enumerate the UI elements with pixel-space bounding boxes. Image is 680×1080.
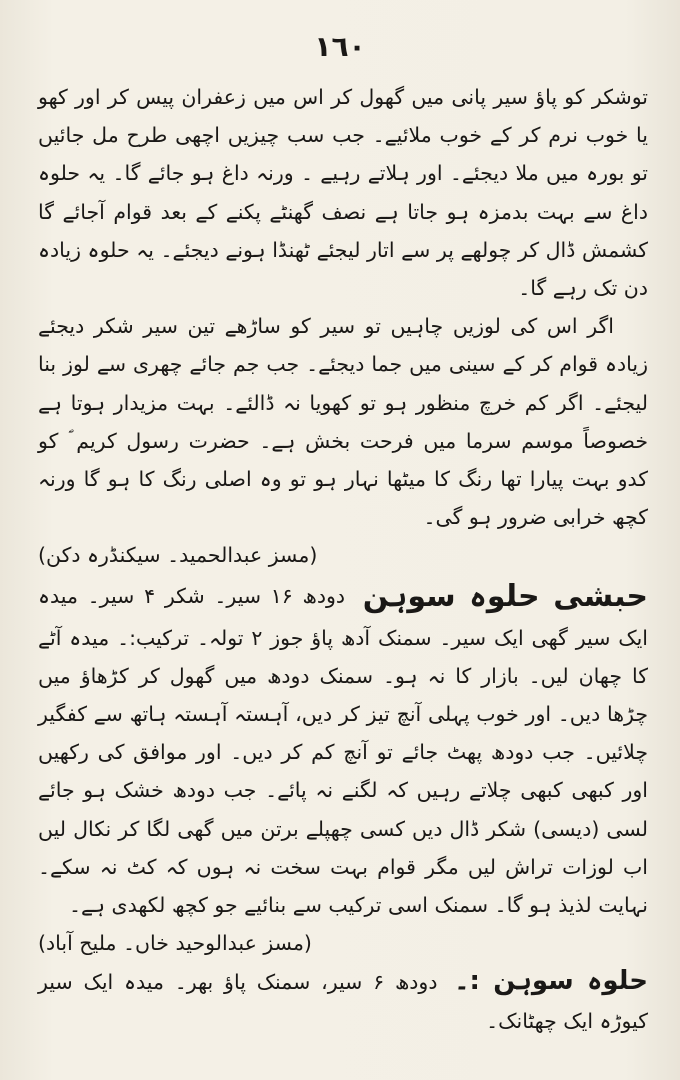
paragraph-3-text: دودھ ۱۶ سیر۔ شکر ۴ سیر۔ میدہ ایک سیر گھی ایک سیر۔ سمنک آدھ پاؤ جوز ۲ تولہ۔ ترکیب:۔ میدہ آٹے کا چھان لیں۔ بازار کا نہ ہو۔ سمنک دودھ میں گھول کر کڑھاؤ میں چڑھا دیں۔ اور خوب پہلی آنچ تیز کر دیں، آہستہ آہستہ ہاتھ سے کفگیر چلائیں۔ جب دودھ پھٹ جائے تو آنچ کم کر دیں۔ اور موافق کی رکھیں اور کبھی کبھی چلاتے رہیں کہ لگنے نہ پائے۔ جب دودھ خشک ہو جائے لسی (دیسی) شکر ڈال دیں کسی چھپلے برتن میں گھی لگا کر نکال لیں اب لوزات تراش لیں مگر قوام بہت سخت نہ ہوں کہ کٹ نہ سکے۔ نہایت لذیذ ہو گا۔ سمنک اسی ترکیب سے بنائیے جو کچھ لکھدی ہے۔ <box>38 583 648 918</box>
paragraph-4-text: دودھ ۶ سیر، سمنک پاؤ بھر۔ میدہ ایک سیر کیوڑہ ایک چھٹانک۔ <box>38 970 648 1033</box>
recipe-heading-habshi-halwa: حبشی حلوہ سوہن <box>362 578 648 614</box>
paragraph-4 <box>38 962 648 1039</box>
paragraph-3-credit: (مسز عبدالوحید خاں۔ ملیح آباد) <box>38 931 312 956</box>
page-number: ١٦٠ <box>314 30 366 63</box>
paragraph-2-credit: (مسز عبدالحمید۔ سیکنڈرہ دکن) <box>38 543 318 568</box>
page-body <box>38 78 648 1040</box>
paragraph-2-text: اگر اس کی لوزیں چاہیں تو سیر کو ساڑھے تین سیر شکر دیجئے زیادہ قوام کر کے سینی میں جما دیجئے۔ جب جم جائے چھری سے لوز بنا لیجئے۔ اگر کم خرچ منظور ہو تو کھویا نہ ڈالئے۔ بہت مزیدار ہوتا ہے خصوصاً موسم سرما میں فرحت بخش ہے۔ حضرت رسول کریم ؐ کو کدو بہت پیارا تھا رنگ کا میٹھا نہار ہو تو وہ اصلی رنگ کا ہو گا ورنہ کچھ خرابی ضرور ہو گی۔ <box>38 314 648 530</box>
recipe-heading-halwa-sohan: حلوہ سوہن :۔ <box>454 966 648 997</box>
paragraph-2 <box>38 307 648 574</box>
paragraph-1-text: توشکر کو پاؤ سیر پانی میں گھول کر اس میں زعفران پیس کر اور کھو یا خوب نرم کر کے خوب ملائیے۔ جب سب چیزیں اچھی طرح مل جائیں تو بورہ میں ملا دیجئے۔ اور ہلاتے رہیے ۔ ورنہ داغ ہو جائے گا۔ یہ حلوہ داغ سے بہت بدمزہ ہو جاتا ہے نصف گھنٹے پکنے کے بعد قوام آجائے گا کشمش ڈال کر چولھے پر سے اتار لیجئے ٹھنڈا ہونے دیجئے۔ یہ حلوہ زیادہ دن تک رہے گا۔ <box>38 85 648 301</box>
paragraph-1 <box>38 78 648 307</box>
paragraph-3 <box>38 575 648 963</box>
